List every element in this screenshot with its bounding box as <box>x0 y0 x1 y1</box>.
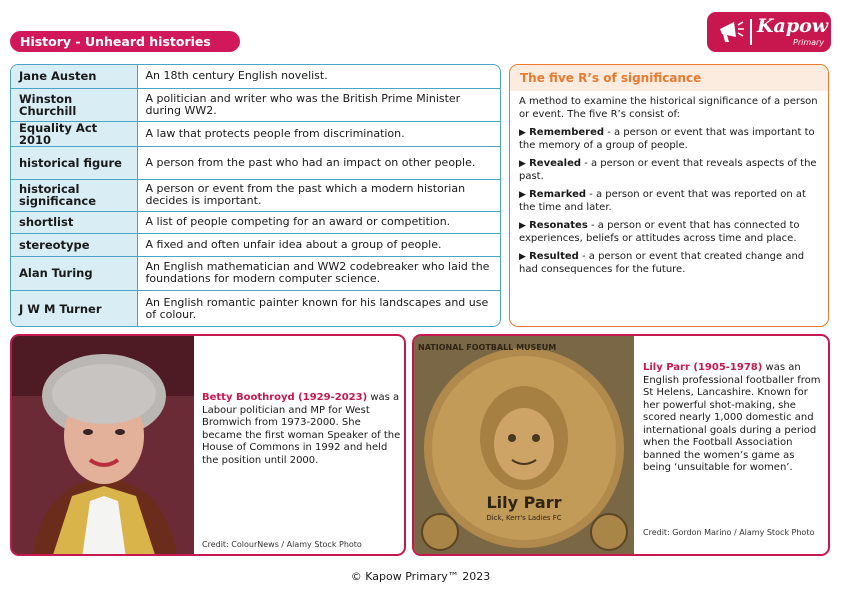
glossary-row <box>11 88 500 121</box>
glossary-definition: A person from the past who had an impact on other people. <box>137 146 500 179</box>
betty-boothroyd-bio: Betty Boothroyd (1929-2023) was a Labour politician and MP for West Bromwich from 1973-2000. She became the first woman Speaker of the House of Commons in 1992 and held the position until 2000. <box>202 392 401 466</box>
betty-boothroyd-card <box>10 334 406 556</box>
glossary-row <box>11 121 500 146</box>
glossary-row <box>11 211 500 233</box>
megaphone-icon <box>716 19 746 45</box>
glossary-definition: A law that protects people from discrimination. <box>137 121 500 146</box>
glossary-definition: An English romantic painter known for his landscapes and use of colour. <box>145 295 489 321</box>
glossary-table <box>10 64 501 327</box>
glossary-row <box>11 256 500 290</box>
lily-parr-card <box>412 334 830 556</box>
glossary-row <box>11 290 500 327</box>
glossary-row <box>11 233 500 256</box>
glossary-definition: An 18th century English novelist. <box>137 65 500 88</box>
logo-name: Kapow <box>757 15 829 37</box>
glossary-term: J W M Turner <box>11 290 137 327</box>
five-rs-item: ▶ Remembered - a person or event that was important to the memory of a group of people. <box>519 127 815 151</box>
glossary-term: Winston Churchill <box>11 88 137 121</box>
glossary-term: historical significance <box>11 179 137 211</box>
betty-boothroyd-photo <box>12 336 194 554</box>
triangle-bullet-icon: ▶ <box>519 252 526 262</box>
logo-sub: Primary <box>793 38 825 47</box>
plaque-museum-text: NATIONAL FOOTBALL MUSEUM <box>418 343 557 352</box>
lily-parr-name: Lily Parr (1905-1978) <box>643 362 763 373</box>
five-rs-panel <box>509 64 829 327</box>
five-rs-item: ▶ Resonates - a person or event that has connected to experiences, beliefs or attitudes across time and place. <box>519 220 800 244</box>
five-rs-item: ▶ Revealed - a person or event that reveals aspects of the past. <box>519 158 817 182</box>
triangle-bullet-icon: ▶ <box>519 159 526 169</box>
page-title: History - Unheard histories <box>10 31 240 52</box>
triangle-bullet-icon: ▶ <box>519 221 526 231</box>
lily-photo-credit: Credit: Gordon Marino / Alamy Stock Photo <box>643 528 815 537</box>
glossary-definition: A person or event from the past which a modern historian decides is important. <box>137 179 500 211</box>
footer-copyright: © Kapow Primary™ 2023 <box>350 570 491 583</box>
glossary-definition: A politician and writer who was the British Prime Minister during WW2. <box>137 88 500 121</box>
glossary-term: Jane Austen <box>11 65 137 88</box>
glossary-term: stereotype <box>11 233 137 256</box>
lily-parr-plaque-photo <box>414 336 634 554</box>
kapow-logo <box>707 12 831 52</box>
plaque-club-text: Dick, Kerr's Ladies FC <box>486 514 562 522</box>
glossary-definition: An English mathematician and WW2 codebreaker who laid the foundations for modern computer science. <box>137 256 500 290</box>
five-rs-title: The five R’s of significance <box>510 65 828 91</box>
five-rs-item: ▶ Resulted - a person or event that created change and had consequences for the future. <box>519 251 805 275</box>
glossary-term: Alan Turing <box>11 256 137 290</box>
betty-boothroyd-name: Betty Boothroyd (1929-2023) <box>202 392 368 403</box>
triangle-bullet-icon: ▶ <box>519 128 526 138</box>
glossary-row <box>11 146 500 179</box>
glossary-row <box>11 179 500 211</box>
glossary-definition: A list of people competing for an award or competition. <box>137 211 500 233</box>
five-rs-item: ▶ Remarked - a person or event that was reported on at the time and later. <box>519 189 806 213</box>
glossary-term: shortlist <box>11 211 137 233</box>
glossary-term: historical figure <box>11 146 137 179</box>
five-rs-intro: A method to examine the historical significance of a person or event. The five R’s consist of: <box>519 96 818 120</box>
betty-photo-credit: Credit: ColourNews / Alamy Stock Photo <box>202 540 362 549</box>
glossary-row <box>11 65 500 88</box>
glossary-definition: A fixed and often unfair idea about a group of people. <box>137 233 500 256</box>
glossary-term: Equality Act 2010 <box>11 121 137 146</box>
triangle-bullet-icon: ▶ <box>519 190 526 200</box>
plaque-name-text: Lily Parr <box>486 493 562 512</box>
lily-parr-bio: Lily Parr (1905-1978) was an English professional footballer from St Helens, Lancashire. Known for her powerful shot-making, she scored nearly 1,000 domestic and international goals during a period when the Football Association banned the women’s game as being ‘unsuitable for women’. <box>643 362 821 473</box>
